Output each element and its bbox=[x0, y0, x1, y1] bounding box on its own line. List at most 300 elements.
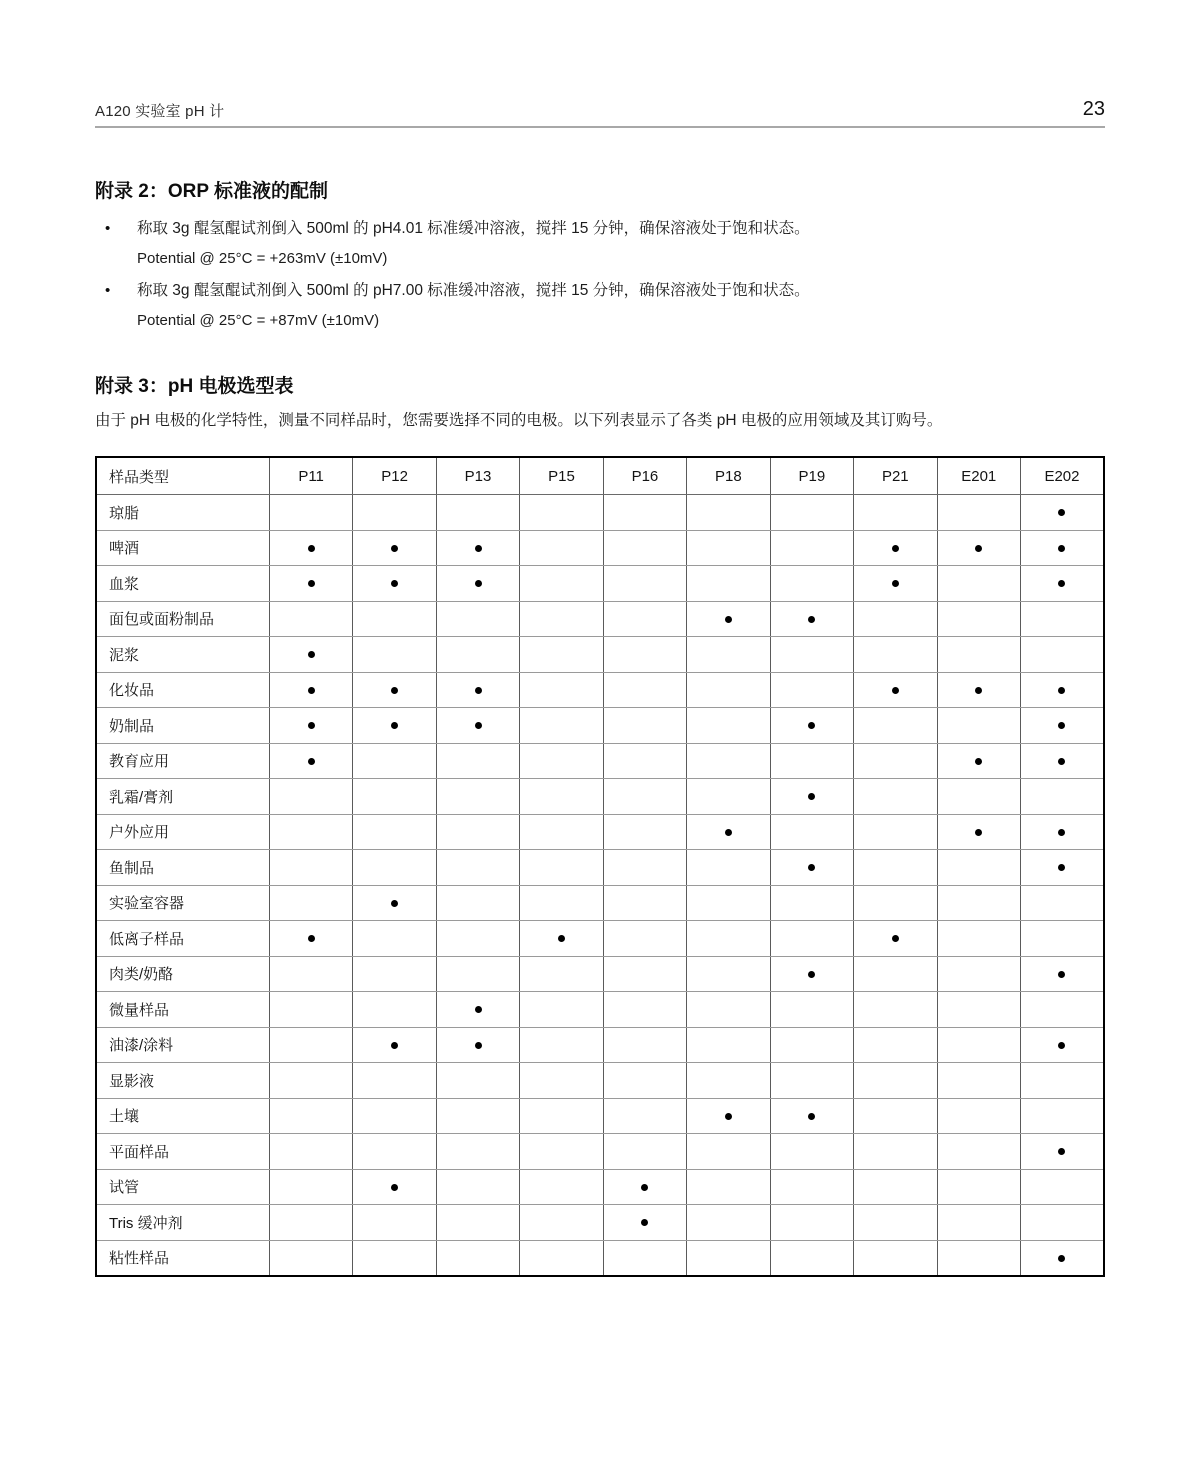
mark-cell bbox=[353, 566, 436, 602]
dot-marker bbox=[892, 935, 899, 942]
bullet-dot-icon: • bbox=[105, 220, 111, 237]
dot-marker bbox=[892, 687, 899, 694]
mark-cell bbox=[687, 1098, 770, 1134]
sample-type-cell: 啤酒 bbox=[96, 530, 269, 566]
mark-cell bbox=[520, 1063, 603, 1099]
mark-cell bbox=[603, 566, 686, 602]
mark-cell bbox=[269, 708, 352, 744]
mark-cell bbox=[770, 495, 853, 531]
sample-type-cell: 血浆 bbox=[96, 566, 269, 602]
mark-cell bbox=[353, 956, 436, 992]
dot-marker bbox=[391, 1042, 398, 1049]
dot-marker bbox=[1058, 864, 1065, 871]
mark-cell bbox=[269, 1027, 352, 1063]
dot-marker bbox=[1058, 687, 1065, 694]
sample-type-cell: 低离子样品 bbox=[96, 921, 269, 957]
sample-type-cell: 泥浆 bbox=[96, 637, 269, 673]
sample-type-cell: 琼脂 bbox=[96, 495, 269, 531]
mark-cell bbox=[520, 779, 603, 815]
mark-cell bbox=[353, 1063, 436, 1099]
mark-cell bbox=[854, 1098, 937, 1134]
mark-cell bbox=[854, 814, 937, 850]
page-header bbox=[95, 0, 1105, 121]
sample-type-cell: 微量样品 bbox=[96, 992, 269, 1028]
mark-cell bbox=[1020, 885, 1104, 921]
mark-cell bbox=[436, 956, 519, 992]
mark-cell bbox=[603, 850, 686, 886]
dot-marker bbox=[308, 545, 315, 552]
column-header: P15 bbox=[520, 457, 603, 495]
mark-cell bbox=[269, 1098, 352, 1134]
dot-marker bbox=[1058, 758, 1065, 765]
mark-cell bbox=[854, 1134, 937, 1170]
mark-cell bbox=[854, 601, 937, 637]
dot-marker bbox=[391, 545, 398, 552]
dot-marker bbox=[725, 829, 732, 836]
dot-marker bbox=[308, 580, 315, 587]
mark-cell bbox=[1020, 1134, 1104, 1170]
table-row bbox=[96, 1240, 1104, 1276]
dot-marker bbox=[808, 722, 815, 729]
mark-cell bbox=[353, 779, 436, 815]
mark-cell bbox=[854, 1240, 937, 1276]
mark-cell bbox=[436, 1063, 519, 1099]
mark-cell bbox=[603, 1134, 686, 1170]
mark-cell bbox=[353, 921, 436, 957]
mark-cell bbox=[687, 956, 770, 992]
mark-cell bbox=[1020, 992, 1104, 1028]
mark-cell bbox=[520, 956, 603, 992]
mark-cell bbox=[854, 637, 937, 673]
mark-cell bbox=[603, 743, 686, 779]
electrode-selection-table bbox=[95, 456, 1105, 1277]
mark-cell bbox=[854, 566, 937, 602]
mark-cell bbox=[687, 1205, 770, 1241]
mark-cell bbox=[1020, 1098, 1104, 1134]
sample-type-cell: 鱼制品 bbox=[96, 850, 269, 886]
mark-cell bbox=[770, 601, 853, 637]
mark-cell bbox=[687, 1063, 770, 1099]
mark-cell bbox=[269, 672, 352, 708]
column-header: P12 bbox=[353, 457, 436, 495]
mark-cell bbox=[520, 992, 603, 1028]
sample-type-cell: Tris 缓冲剂 bbox=[96, 1205, 269, 1241]
sample-type-cell: 实验室容器 bbox=[96, 885, 269, 921]
mark-cell bbox=[269, 637, 352, 673]
mark-cell bbox=[436, 530, 519, 566]
mark-cell bbox=[770, 779, 853, 815]
mark-cell bbox=[436, 672, 519, 708]
dot-marker bbox=[1058, 829, 1065, 836]
mark-cell bbox=[937, 885, 1020, 921]
table-row bbox=[96, 708, 1104, 744]
mark-cell bbox=[603, 601, 686, 637]
dot-marker bbox=[391, 900, 398, 907]
mark-cell bbox=[436, 850, 519, 886]
dot-marker bbox=[391, 1184, 398, 1191]
sample-type-cell: 油漆/涂料 bbox=[96, 1027, 269, 1063]
mark-cell bbox=[353, 601, 436, 637]
orp-bullet-item bbox=[95, 218, 1105, 267]
dot-marker bbox=[1058, 580, 1065, 587]
dot-marker bbox=[391, 722, 398, 729]
mark-cell bbox=[353, 530, 436, 566]
mark-cell bbox=[520, 637, 603, 673]
dot-marker bbox=[391, 687, 398, 694]
mark-cell bbox=[687, 530, 770, 566]
mark-cell bbox=[854, 956, 937, 992]
mark-cell bbox=[603, 992, 686, 1028]
mark-cell bbox=[937, 921, 1020, 957]
mark-cell bbox=[603, 1063, 686, 1099]
mark-cell bbox=[269, 850, 352, 886]
sample-type-cell: 土壤 bbox=[96, 1098, 269, 1134]
mark-cell bbox=[603, 1169, 686, 1205]
mark-cell bbox=[269, 1134, 352, 1170]
mark-cell bbox=[1020, 708, 1104, 744]
header-title: A120 实验室 pH 计 bbox=[95, 103, 225, 120]
mark-cell bbox=[854, 921, 937, 957]
mark-cell bbox=[854, 885, 937, 921]
mark-cell bbox=[353, 1027, 436, 1063]
mark-cell bbox=[353, 992, 436, 1028]
mark-cell bbox=[687, 1240, 770, 1276]
table-row bbox=[96, 992, 1104, 1028]
sample-type-cell: 粘性样品 bbox=[96, 1240, 269, 1276]
mark-cell bbox=[520, 601, 603, 637]
dot-marker bbox=[808, 793, 815, 800]
mark-cell bbox=[937, 1205, 1020, 1241]
column-header: P13 bbox=[436, 457, 519, 495]
mark-cell bbox=[854, 1205, 937, 1241]
mark-cell bbox=[937, 566, 1020, 602]
bullet-subtext: Potential @ 25°C = +263mV (±10mV) bbox=[137, 250, 388, 267]
mark-cell bbox=[770, 1169, 853, 1205]
bullet-body bbox=[137, 280, 1105, 329]
dot-marker bbox=[308, 687, 315, 694]
mark-cell bbox=[937, 743, 1020, 779]
mark-cell bbox=[520, 1134, 603, 1170]
mark-cell bbox=[854, 672, 937, 708]
mark-cell bbox=[520, 850, 603, 886]
mark-cell bbox=[520, 1205, 603, 1241]
mark-cell bbox=[1020, 1027, 1104, 1063]
mark-cell bbox=[436, 601, 519, 637]
table-header-row bbox=[96, 457, 1104, 495]
dot-marker bbox=[1058, 545, 1065, 552]
mark-cell bbox=[520, 708, 603, 744]
dot-marker bbox=[475, 687, 482, 694]
sample-type-cell: 化妆品 bbox=[96, 672, 269, 708]
mark-cell bbox=[1020, 1169, 1104, 1205]
mark-cell bbox=[770, 1240, 853, 1276]
table-row bbox=[96, 1205, 1104, 1241]
sample-type-cell: 户外应用 bbox=[96, 814, 269, 850]
bullet-text: 称取 3g 醌氢醌试剂倒入 500ml 的 pH7.00 标准缓冲溶液，搅拌 15 分钟，确保溶液处于饱和状态。 bbox=[137, 282, 810, 299]
mark-cell bbox=[937, 779, 1020, 815]
mark-cell bbox=[603, 495, 686, 531]
mark-cell bbox=[770, 814, 853, 850]
mark-cell bbox=[269, 566, 352, 602]
dot-marker bbox=[1058, 1255, 1065, 1262]
table-row bbox=[96, 601, 1104, 637]
mark-cell bbox=[603, 1240, 686, 1276]
mark-cell bbox=[937, 1027, 1020, 1063]
mark-cell bbox=[854, 1169, 937, 1205]
mark-cell bbox=[770, 672, 853, 708]
mark-cell bbox=[687, 850, 770, 886]
mark-cell bbox=[436, 566, 519, 602]
mark-cell bbox=[353, 708, 436, 744]
mark-cell bbox=[603, 672, 686, 708]
mark-cell bbox=[269, 1205, 352, 1241]
mark-cell bbox=[603, 921, 686, 957]
mark-cell bbox=[1020, 495, 1104, 531]
mark-cell bbox=[687, 637, 770, 673]
sample-type-cell: 平面样品 bbox=[96, 1134, 269, 1170]
orp-bullet-list bbox=[95, 218, 1105, 329]
mark-cell bbox=[436, 708, 519, 744]
mark-cell bbox=[937, 1063, 1020, 1099]
mark-cell bbox=[1020, 921, 1104, 957]
mark-cell bbox=[603, 530, 686, 566]
table-row bbox=[96, 495, 1104, 531]
table-row bbox=[96, 1169, 1104, 1205]
mark-cell bbox=[353, 637, 436, 673]
mark-cell bbox=[603, 779, 686, 815]
mark-cell bbox=[269, 992, 352, 1028]
mark-cell bbox=[269, 779, 352, 815]
mark-cell bbox=[269, 495, 352, 531]
dot-marker bbox=[975, 829, 982, 836]
dot-marker bbox=[308, 935, 315, 942]
mark-cell bbox=[1020, 956, 1104, 992]
mark-cell bbox=[353, 495, 436, 531]
mark-cell bbox=[436, 1205, 519, 1241]
mark-cell bbox=[353, 885, 436, 921]
mark-cell bbox=[937, 530, 1020, 566]
mark-cell bbox=[770, 743, 853, 779]
table-row bbox=[96, 885, 1104, 921]
mark-cell bbox=[854, 992, 937, 1028]
table-row bbox=[96, 743, 1104, 779]
dot-marker bbox=[558, 935, 565, 942]
dot-marker bbox=[1058, 1042, 1065, 1049]
mark-cell bbox=[269, 1240, 352, 1276]
mark-cell bbox=[520, 530, 603, 566]
mark-cell bbox=[436, 1169, 519, 1205]
dot-marker bbox=[308, 651, 315, 658]
mark-cell bbox=[937, 708, 1020, 744]
dot-marker bbox=[475, 1042, 482, 1049]
mark-cell bbox=[937, 1169, 1020, 1205]
mark-cell bbox=[854, 495, 937, 531]
mark-cell bbox=[269, 743, 352, 779]
mark-cell bbox=[603, 1027, 686, 1063]
sample-type-cell: 显影液 bbox=[96, 1063, 269, 1099]
mark-cell bbox=[937, 495, 1020, 531]
mark-cell bbox=[353, 814, 436, 850]
mark-cell bbox=[687, 743, 770, 779]
mark-cell bbox=[353, 850, 436, 886]
mark-cell bbox=[353, 1169, 436, 1205]
mark-cell bbox=[854, 708, 937, 744]
dot-marker bbox=[975, 687, 982, 694]
mark-cell bbox=[770, 1134, 853, 1170]
mark-cell bbox=[770, 1098, 853, 1134]
mark-cell bbox=[687, 1027, 770, 1063]
mark-cell bbox=[436, 779, 519, 815]
mark-cell bbox=[520, 1027, 603, 1063]
mark-cell bbox=[603, 956, 686, 992]
mark-cell bbox=[436, 1240, 519, 1276]
mark-cell bbox=[854, 743, 937, 779]
mark-cell bbox=[770, 1027, 853, 1063]
table-row bbox=[96, 637, 1104, 673]
column-header: P19 bbox=[770, 457, 853, 495]
mark-cell bbox=[520, 814, 603, 850]
mark-cell bbox=[770, 921, 853, 957]
mark-cell bbox=[603, 1098, 686, 1134]
mark-cell bbox=[770, 566, 853, 602]
mark-cell bbox=[436, 1134, 519, 1170]
column-header: P16 bbox=[603, 457, 686, 495]
table-row bbox=[96, 1063, 1104, 1099]
mark-cell bbox=[937, 1240, 1020, 1276]
dot-marker bbox=[641, 1184, 648, 1191]
orp-bullet-item bbox=[95, 280, 1105, 329]
mark-cell bbox=[854, 1063, 937, 1099]
mark-cell bbox=[854, 1027, 937, 1063]
table-row bbox=[96, 814, 1104, 850]
mark-cell bbox=[687, 495, 770, 531]
dot-marker bbox=[1058, 971, 1065, 978]
mark-cell bbox=[520, 1240, 603, 1276]
mark-cell bbox=[687, 601, 770, 637]
sample-type-cell: 面包或面粉制品 bbox=[96, 601, 269, 637]
mark-cell bbox=[1020, 743, 1104, 779]
table-row bbox=[96, 921, 1104, 957]
mark-cell bbox=[1020, 850, 1104, 886]
mark-cell bbox=[687, 672, 770, 708]
dot-marker bbox=[892, 545, 899, 552]
mark-cell bbox=[770, 1063, 853, 1099]
mark-cell bbox=[520, 566, 603, 602]
table-row bbox=[96, 779, 1104, 815]
mark-cell bbox=[854, 779, 937, 815]
mark-cell bbox=[269, 1169, 352, 1205]
dot-marker bbox=[308, 722, 315, 729]
dot-marker bbox=[892, 580, 899, 587]
mark-cell bbox=[1020, 1063, 1104, 1099]
mark-cell bbox=[436, 992, 519, 1028]
mark-cell bbox=[937, 992, 1020, 1028]
table-row bbox=[96, 1027, 1104, 1063]
mark-cell bbox=[937, 601, 1020, 637]
mark-cell bbox=[436, 1098, 519, 1134]
mark-cell bbox=[269, 814, 352, 850]
mark-cell bbox=[353, 672, 436, 708]
mark-cell bbox=[436, 921, 519, 957]
mark-cell bbox=[603, 814, 686, 850]
mark-cell bbox=[937, 672, 1020, 708]
mark-cell bbox=[687, 921, 770, 957]
dot-marker bbox=[475, 722, 482, 729]
mark-cell bbox=[1020, 1240, 1104, 1276]
column-header: P21 bbox=[854, 457, 937, 495]
mark-cell bbox=[436, 495, 519, 531]
table-row bbox=[96, 672, 1104, 708]
mark-cell bbox=[770, 530, 853, 566]
mark-cell bbox=[1020, 566, 1104, 602]
section3-intro: 由于 pH 电极的化学特性，测量不同样品时，您需要选择不同的电极。以下列表显示了各类 pH 电极的应用领域及其订购号。 bbox=[95, 412, 943, 429]
mark-cell bbox=[436, 743, 519, 779]
bullet-dot-icon: • bbox=[105, 282, 111, 299]
section2-title: 附录 2：ORP 标准液的配制 bbox=[95, 181, 328, 202]
mark-cell bbox=[436, 814, 519, 850]
mark-cell bbox=[770, 885, 853, 921]
mark-cell bbox=[353, 1205, 436, 1241]
mark-cell bbox=[436, 885, 519, 921]
mark-cell bbox=[353, 1098, 436, 1134]
mark-cell bbox=[1020, 601, 1104, 637]
column-header: P18 bbox=[687, 457, 770, 495]
mark-cell bbox=[269, 1063, 352, 1099]
mark-cell bbox=[269, 956, 352, 992]
dot-marker bbox=[808, 616, 815, 623]
sample-type-cell: 试管 bbox=[96, 1169, 269, 1205]
mark-cell bbox=[937, 637, 1020, 673]
dot-marker bbox=[391, 580, 398, 587]
mark-cell bbox=[687, 1134, 770, 1170]
mark-cell bbox=[770, 637, 853, 673]
mark-cell bbox=[520, 495, 603, 531]
table-row bbox=[96, 850, 1104, 886]
mark-cell bbox=[854, 850, 937, 886]
mark-cell bbox=[1020, 672, 1104, 708]
table-row bbox=[96, 1134, 1104, 1170]
mark-cell bbox=[269, 885, 352, 921]
mark-cell bbox=[687, 708, 770, 744]
mark-cell bbox=[1020, 779, 1104, 815]
mark-cell bbox=[937, 1134, 1020, 1170]
mark-cell bbox=[353, 1240, 436, 1276]
mark-cell bbox=[603, 1205, 686, 1241]
mark-cell bbox=[436, 1027, 519, 1063]
mark-cell bbox=[520, 743, 603, 779]
mark-cell bbox=[269, 530, 352, 566]
dot-marker bbox=[1058, 1148, 1065, 1155]
mark-cell bbox=[770, 850, 853, 886]
mark-cell bbox=[854, 530, 937, 566]
dot-marker bbox=[725, 1113, 732, 1120]
mark-cell bbox=[353, 743, 436, 779]
page-number: 23 bbox=[1082, 98, 1105, 120]
mark-cell bbox=[603, 885, 686, 921]
dot-marker bbox=[1058, 722, 1065, 729]
mark-cell bbox=[1020, 637, 1104, 673]
bullet-text: 称取 3g 醌氢醌试剂倒入 500ml 的 pH4.01 标准缓冲溶液，搅拌 15 分钟，确保溶液处于饱和状态。 bbox=[137, 220, 810, 237]
sample-type-cell: 教育应用 bbox=[96, 743, 269, 779]
mark-cell bbox=[1020, 530, 1104, 566]
mark-cell bbox=[520, 672, 603, 708]
mark-cell bbox=[269, 601, 352, 637]
mark-cell bbox=[1020, 814, 1104, 850]
section3-title: 附录 3：pH 电极选型表 bbox=[95, 376, 294, 397]
dot-marker bbox=[975, 545, 982, 552]
mark-cell bbox=[770, 708, 853, 744]
dot-marker bbox=[475, 545, 482, 552]
